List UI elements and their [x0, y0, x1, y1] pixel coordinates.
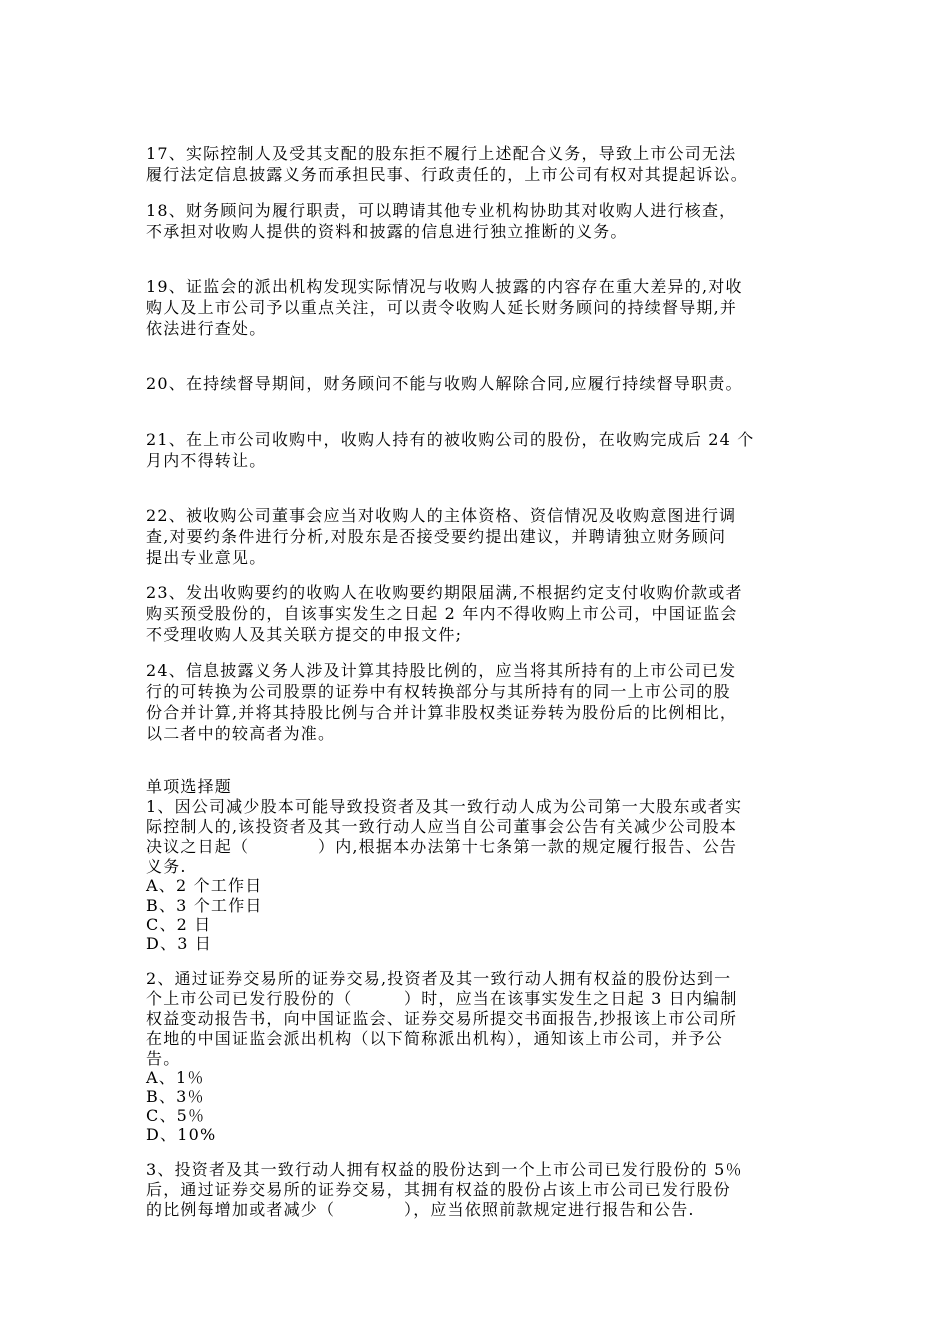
q1-option-b: B、3 个工作日 — [146, 896, 263, 915]
item-19-line-2: 购人及上市公司予以重点关注，可以责令收购人延长财务顾问的持续督导期,并 — [146, 298, 738, 317]
q1-line-1: 1、因公司减少股本可能导致投资者及其一致行动人成为公司第一大股东或者实 — [146, 797, 743, 816]
q3-line-2: 后，通过证券交易所的证券交易，其拥有权益的股份占该上市公司已发行股份 — [146, 1180, 731, 1199]
item-23-line-1: 23、发出收购要约的收购人在收购要约期限届满,不根据约定支付收购价款或者 — [146, 583, 743, 602]
q1-option-a: A、2 个工作日 — [146, 876, 263, 895]
q3-line-3: 的比例每增加或者减少（ ），应当依照前款规定进行报告和公告. — [146, 1200, 695, 1219]
item-24-line-3: 份合并计算,并将其持股比例与合并计算非股权类证券转为股份后的比例相比， — [146, 703, 738, 722]
item-17-line-2: 履行法定信息披露义务而承担民事、行政责任的，上市公司有权对其提起诉讼。 — [146, 165, 749, 184]
q2-option-c: C、5％ — [146, 1106, 206, 1125]
q2-option-b: B、3％ — [146, 1087, 205, 1106]
q2-option-a: A、1％ — [146, 1068, 205, 1087]
item-19-line-1: 19、证监会的派出机构发现实际情况与收购人披露的内容存在重大差异的,对收 — [146, 277, 743, 296]
item-17-line-1: 17、实际控制人及受其支配的股东拒不履行上述配合义务，导致上市公司无法 — [146, 144, 737, 163]
q1-option-c: C、2 日 — [146, 915, 212, 934]
item-18-line-1: 18、财务顾问为履行职责，可以聘请其他专业机构协助其对收购人进行核查， — [146, 201, 737, 220]
q2-line-5: 告。 — [146, 1049, 181, 1068]
item-24-line-1: 24、信息披露义务人涉及计算其持股比例的，应当将其所持有的上市公司已发 — [146, 661, 737, 680]
q1-line-3: 决议之日起（ ）内,根据本办法第十七条第一款的规定履行报告、公告 — [146, 837, 738, 856]
item-21-line-2: 月内不得转让。 — [146, 451, 267, 470]
q1-line-4: 义务. — [146, 857, 187, 876]
item-24-line-4: 以二者中的较高者为准。 — [146, 724, 336, 743]
q1-option-d: D、3 日 — [146, 934, 213, 953]
item-24-line-2: 行的可转换为公司股票的证券中有权转换部分与其所持有的同一上市公司的股 — [146, 682, 731, 701]
q3-line-1: 3、投资者及其一致行动人拥有权益的股份达到一个上市公司已发行股份的 5％ — [146, 1160, 743, 1179]
section-heading: 单项选择题 — [146, 777, 233, 796]
item-23-line-2: 购买预受股份的，自该事实发生之日起 2 年内不得收购上市公司，中国证监会 — [146, 604, 738, 623]
item-18-line-2: 不承担对收购人提供的资料和披露的信息进行独立推断的义务。 — [146, 222, 628, 241]
item-22-line-1: 22、被收购公司董事会应当对收购人的主体资格、资信情况及收购意图进行调 — [146, 506, 737, 525]
item-21-line-1: 21、在上市公司收购中，收购人持有的被收购公司的股份，在收购完成后 24 个 — [146, 430, 755, 449]
item-19-line-3: 依法进行查处。 — [146, 319, 267, 338]
item-23-line-3: 不受理收购人及其关联方提交的申报文件; — [146, 625, 463, 644]
q2-line-3: 权益变动报告书，向中国证监会、证券交易所提交书面报告,抄报该上市公司所 — [146, 1009, 738, 1028]
q2-option-d: D、10% — [146, 1125, 217, 1144]
q1-line-2: 际控制人的,该投资者及其一致行动人应当自公司董事会公告有关减少公司股本 — [146, 817, 738, 836]
q2-line-1: 2、通过证券交易所的证券交易,投资者及其一致行动人拥有权益的股份达到一 — [146, 969, 732, 988]
item-20-line-1: 20、在持续督导期间，财务顾问不能与收购人解除合同,应履行持续督导职责。 — [146, 374, 743, 393]
item-22-line-2: 查,对要约条件进行分析,对股东是否接受要约提出建议，并聘请独立财务顾问 — [146, 527, 727, 546]
q2-line-4: 在地的中国证监会派出机构（以下简称派出机构），通知该上市公司，并予公 — [146, 1029, 723, 1048]
item-22-line-3: 提出专业意见。 — [146, 548, 267, 567]
q2-line-2: 个上市公司已发行股份的（ ）时，应当在该事实发生之日起 3 日内编制 — [146, 989, 738, 1008]
